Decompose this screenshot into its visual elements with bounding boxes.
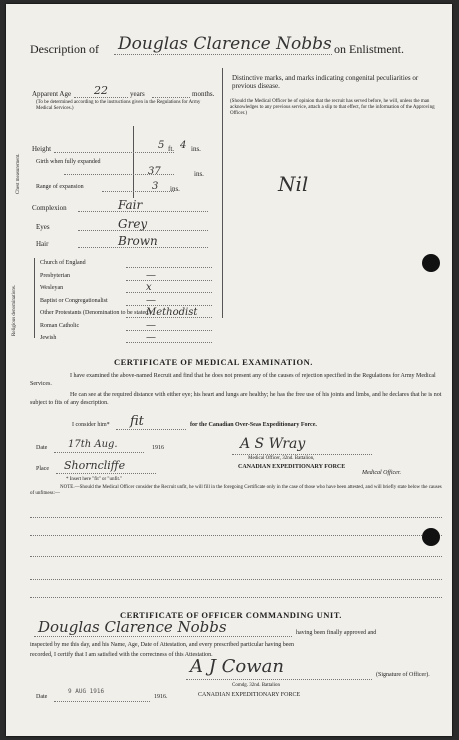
ft-label: ft. bbox=[168, 145, 175, 153]
medical-stamp-line1: Medical Officer, 32nd. Battalion, bbox=[248, 456, 315, 461]
medical-officer-label: Medical Officer. bbox=[362, 470, 401, 476]
years-label: years bbox=[130, 90, 145, 98]
religion-label: Wesleyan bbox=[40, 285, 64, 291]
religion-label: Other Protestants (Denomination to be stated.) bbox=[40, 310, 152, 316]
medical-year: 1916 bbox=[152, 445, 164, 451]
commanding-text1: having been finally approved and bbox=[296, 630, 377, 636]
commanding-heading: CERTIFICATE OF OFFICER COMMANDING UNIT. bbox=[120, 610, 342, 620]
medical-para2: He can see at the required distance with either eye; his heart and lungs are healthy; he has the free use of his joints and limbs, and he declares that he is not subject to fits of any description. bbox=[30, 392, 442, 406]
punch-hole-top bbox=[422, 254, 440, 272]
religion-value: — bbox=[146, 332, 156, 343]
commanding-year: 1916. bbox=[154, 694, 168, 700]
commanding-stamp-line1: Comdg. 32nd. Battalion bbox=[232, 683, 281, 688]
complexion-value: Fair bbox=[118, 198, 143, 212]
religion-label: Roman Catholic bbox=[40, 322, 80, 329]
commanding-text3: recorded, I certify that I am satisfied with the correctness of this Attestation. bbox=[30, 652, 213, 658]
medical-note: NOTE.—Should the Medical Officer consider the Recruit unfit, he will fill in the foregoing Certificate only in the case of those who have been attested, and will briefly state below the causes of unfitness:— bbox=[30, 485, 442, 496]
commanding-recruit-name: Douglas Clarence Nobbs bbox=[38, 618, 227, 636]
consider-prefix: I consider him* bbox=[72, 422, 110, 428]
title-suffix: on Enlistment. bbox=[334, 42, 404, 56]
commanding-signature: A J Cowan bbox=[190, 656, 284, 677]
religion-value: — bbox=[146, 319, 156, 331]
commanding-stamp-line2: CANADIAN EXPEDITIONARY FORCE bbox=[198, 692, 301, 698]
religion-label: Jewish bbox=[40, 335, 57, 341]
ins-label: ins. bbox=[191, 145, 201, 153]
marks-note: (Should the Medical Officer be of opinion that the recruit has served before, he will, unless the man acknowledges to any previous service, attach a slip to that effect, for the information of the Approving Officer.) bbox=[230, 99, 435, 116]
religion-label: Baptist or Congregationalist bbox=[40, 297, 108, 304]
commanding-date-stamp: 9 AUG 1916 bbox=[68, 688, 105, 695]
medical-date-label: Date bbox=[36, 445, 48, 451]
commanding-text2: inspected by me this day, and his Name, Age, Date of Attestation, and every prescribed particular having been bbox=[30, 642, 295, 648]
age-note: (To be determined according to the instructions given in the Regulations for Army Medical Services.) bbox=[36, 100, 201, 111]
age-value: 22 bbox=[94, 84, 108, 97]
medical-officer-signature: A S Wray bbox=[240, 436, 306, 452]
commanding-signature-label: (Signature of Officer). bbox=[376, 672, 430, 678]
eyes-label: Eyes bbox=[36, 223, 50, 231]
height-label: Height bbox=[32, 145, 52, 153]
months-label: months. bbox=[192, 90, 215, 98]
religion-value: — bbox=[146, 294, 156, 306]
place-label: Place bbox=[36, 466, 49, 472]
consider-suffix: for the Canadian Over-Seas Expeditionary Force. bbox=[190, 422, 317, 428]
medical-stamp-line2: CANADIAN EXPEDITIONARY FORCE bbox=[238, 464, 346, 470]
height-ft-value: 5 bbox=[158, 140, 165, 151]
religion-side-label: Religious denominations. bbox=[12, 284, 17, 336]
religion-value: x bbox=[146, 282, 152, 293]
consider-value: fit bbox=[130, 414, 144, 429]
girth-ins-label: ins. bbox=[194, 170, 204, 178]
place-value: Shorncliffe bbox=[64, 459, 126, 472]
religion-value: — bbox=[146, 269, 156, 281]
religion-label: Church of England bbox=[40, 260, 86, 266]
age-label: Apparent Age bbox=[32, 90, 72, 98]
hair-value: Brown bbox=[118, 234, 158, 248]
recruit-name: Douglas Clarence Nobbs bbox=[118, 34, 332, 54]
range-label: Range of expansion bbox=[36, 184, 84, 190]
medical-footnote: * Insert here "fit" or "unfit." bbox=[66, 477, 123, 482]
complexion-label: Complexion bbox=[32, 204, 67, 212]
religion-label: Presbyterian bbox=[40, 272, 70, 279]
height-in-value: 4 bbox=[180, 140, 187, 151]
marks-heading: Distinctive marks, and marks indicating congenital peculiarities or previous disease. bbox=[232, 74, 419, 90]
range-ins-label: ins. bbox=[170, 185, 180, 193]
chest-side-label: Chest measurement. bbox=[16, 153, 21, 194]
eyes-value: Grey bbox=[118, 217, 148, 231]
medical-para1: I have examined the above-named Recruit and find that he does not present any of the causes of rejection specified in the Regulations for Army Medical Services. bbox=[30, 373, 436, 387]
medical-date-value: 17th Aug. bbox=[68, 439, 118, 450]
range-value: 3 bbox=[152, 181, 159, 192]
punch-hole-bottom bbox=[422, 528, 440, 546]
girth-label: Girth when fully expanded bbox=[36, 159, 101, 165]
commanding-date-label: Date bbox=[36, 694, 48, 700]
religion-value: Methodist bbox=[146, 307, 198, 318]
title-prefix: Description of bbox=[30, 42, 99, 56]
attestation-paper bbox=[6, 4, 452, 736]
hair-label: Hair bbox=[36, 240, 49, 248]
girth-value: 37 bbox=[148, 166, 161, 177]
medical-heading: CERTIFICATE OF MEDICAL EXAMINATION. bbox=[114, 357, 313, 367]
marks-value: Nil bbox=[278, 172, 309, 196]
